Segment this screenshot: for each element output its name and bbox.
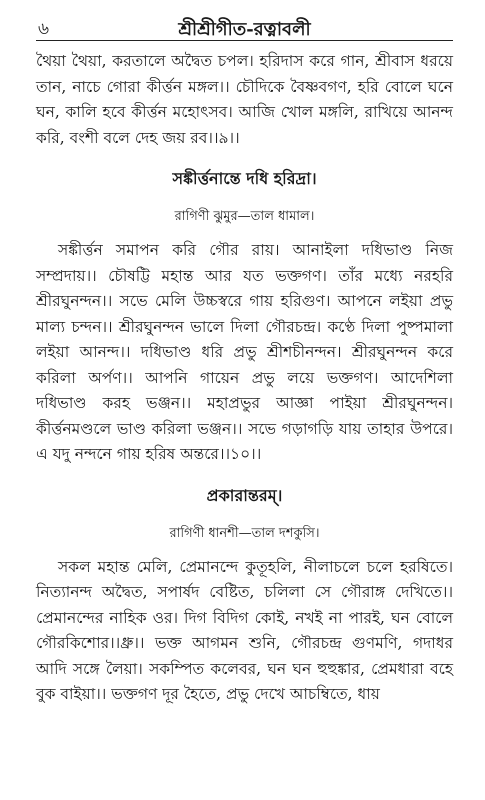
intro-block	[36, 49, 453, 151]
section2-paragraph: সকল মহান্ত মেলি, প্রেমানন্দে কুতূহলি, নীলাচলে চলে হরষিতে। নিত্যানন্দ অদ্বৈত, সপার্ষদ বেষ্টিত, চলিলা সে গৌরাঙ্গ দেখিতে।। প্রেমানন্দের নাহিক ওর। দিগ বিদিগ কোই, নখই না পারই, ঘন বোলে গৌরকিশোর।।ধ্রু।। ভক্ত আগমন শুনি, গৌরচন্দ্র গুণমণি, গদাধর আদি সঙ্গে লৈয়া। সকম্পিত কলেবর, ঘন ঘন হুহুঙ্কার, প্রেমধারা বহে বুক বাইয়া।। ভক্তগণ দূর হৈতে, প্রভু দেখে আচম্বিতে, ধায়	[36, 557, 453, 703]
raga-dhanashi-line: রাগিণী ধানশী—তাল দশকুসি।	[169, 525, 320, 541]
intro-paragraph: থৈয়া থৈয়া, করতালে অদ্বৈত চপল। হরিদাস করে গান, শ্রীবাস ধরয়ে তান, নাচে গোরা কীর্ত্তন মঙ্গল।। চৌদিকে বৈষ্ণবগণ, হরি বোলে ঘনে ঘন, কালি হবে কীর্ত্তন মহোৎসব। আজি খোল মঙ্গলি, রাখিয়ে আনন্দ করি, বংশী বলে দেহ জয় রব।।৯।।	[36, 52, 453, 147]
section1-block	[36, 238, 453, 468]
running-title: শ্রীশ্রীগীত-রত্নাবলী	[178, 19, 311, 40]
section1-paragraph: সঙ্কীর্ত্তন সমাপন করি গৌর রায়। আনাইলা দধিভাণ্ড নিজ সম্প্রদায়।। চৌষট্টি মহান্ত আর যত ভক্তগণ। তাঁর মধ্যে নরহরি শ্রীরঘুনন্দন।। সভে মেলি উচ্চস্বরে গায় হরিগুণ। আপনে লইয়া প্রভু মাল্য চন্দন।। শ্রীরঘুনন্দন ভালে দিলা গৌরচন্দ্র। কণ্ঠে দিলা পুষ্পমালা লইয়া আনন্দ।। দধিভাণ্ড ধরি প্রভু শ্রীশচীনন্দন। শ্রীরঘুনন্দন করে করিলা অর্পণ।। আপনি গায়েন প্রভু লয়ে ভক্তগণ। আদেশিলা দধিভাণ্ড করহ ভঞ্জন।। মহাপ্রভুর আজ্ঞা পাইয়া শ্রীরঘুনন্দন। কীর্ত্তনমণ্ডলে ভাণ্ড করিলা ভঞ্জন।। সভে গড়াগড়ি যায় তাহার উপরে। এ যদু নন্দনে গায় হরিষ অন্তরে।।১০।।	[36, 241, 453, 463]
section2-block	[36, 555, 453, 708]
raga-jhumur-line: রাগিণী ঝুমুর—তাল ধামাল।	[174, 209, 315, 224]
section-title-prakarantaram: প্রকারান্তরম্।	[206, 485, 283, 505]
page-header	[36, 14, 453, 41]
page-number: ৬	[38, 19, 50, 39]
section-title-dadhi-haridra: সঙ্কীর্ত্তনান্তে দধি হরিদ্রা।	[172, 169, 317, 188]
